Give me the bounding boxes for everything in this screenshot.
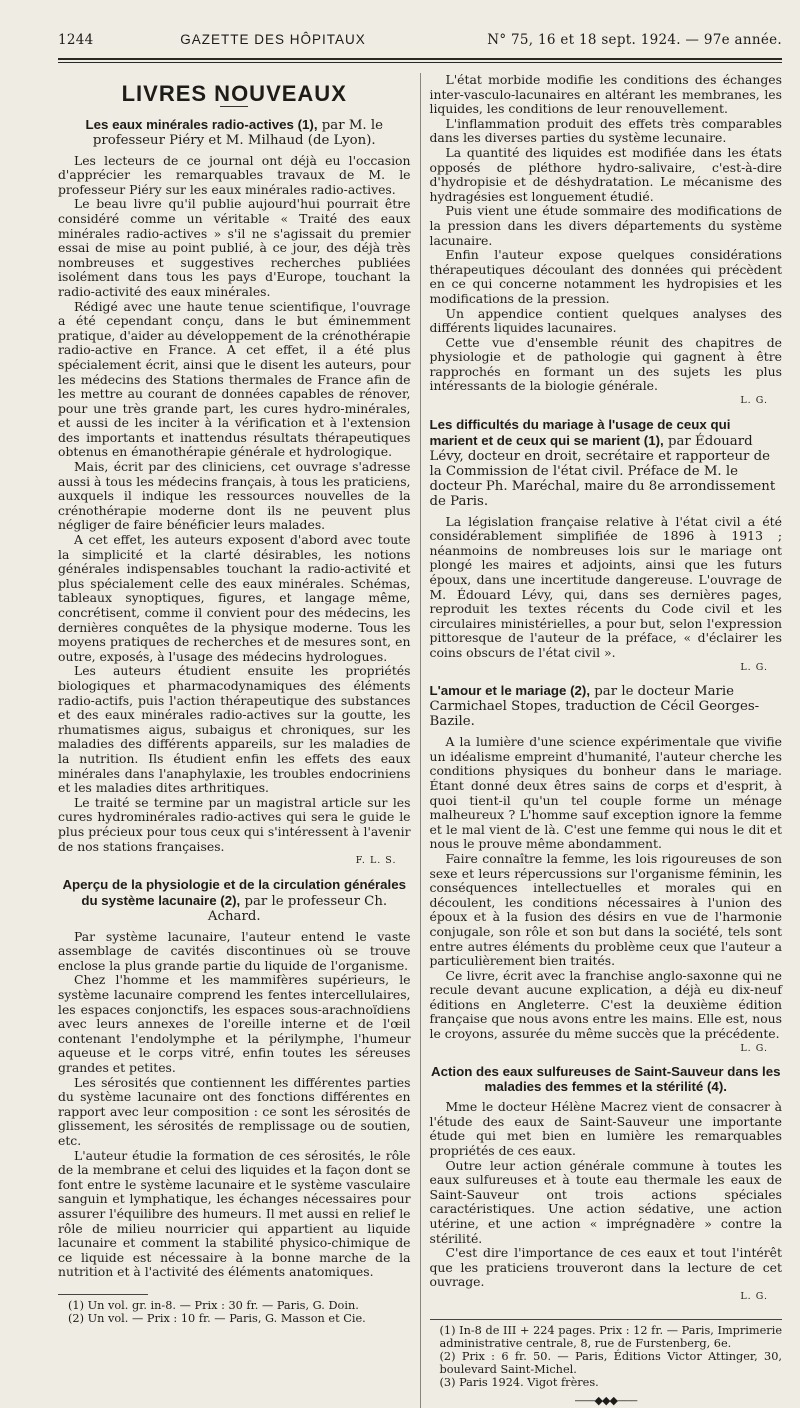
paragraph: Les lecteurs de ce journal ont déjà eu l'occasion d'apprécier les remarquables travaux de M. le professeur Piéry sur les eaux minérales radio-actives. — [58, 152, 411, 197]
review-signature: L. G. — [740, 395, 768, 407]
paragraph: Ce livre, écrit avec la franchise anglo-saxonne qui ne recule devant aucune explication, a déjà eu dix-neuf éditions en Angleterre. C'est la deuxième édition française que nous avons entre les mains. Elle est, nous le croyons, assurée du même succès que la précédente. — [429, 967, 782, 1042]
review-title-text: Aperçu de la physiologie et de la circulation générales du système lacunaire (2), — [62, 876, 407, 908]
footnote: (3) Paris 1924. Vigot frères. — [439, 1376, 599, 1390]
paragraph: Un appendice contient quelques analyses des différents liquides lacunaires. — [429, 305, 782, 336]
review-authors: par le professeur Ch. Achard. — [207, 893, 388, 924]
review-title-text: Les eaux minérales radio-actives (1), — [85, 116, 318, 132]
fleuron-ornament: ——◆◆◆—— — [574, 1393, 637, 1407]
paragraph: La législation française relative à l'état civil a été considérablement simplifiée de 1896 à 1913 ; néanmoins de nombreuses lois sur le mariage ont plongé les maires et adjoints, ainsi que les futurs époux, dans une incertitude dangereuse. L'ouvrage de M. Édouard Lévy, qui, dans ses dernières pages, reproduit les textes récents du Code civil et les circulaires ministérielles, a pour but, selon l'expression pittoresque de l'auteur de la préface, « d'éclairer les coins obscurs de l'état civil ». — [429, 513, 782, 660]
paragraph: C'est dire l'importance de ces eaux et tout l'intérêt que les praticiens trouveront dans la lecture de cet ouvrage. — [429, 1245, 782, 1290]
review-title-love-marriage — [430, 683, 783, 729]
review-signature: L. G. — [740, 1042, 768, 1054]
paragraph: A cet effet, les auteurs exposent d'abord avec toute la simplicité et la clarté désirables, les notions générales indispensables touchant la radio-activité et plus spécialement celle des eaux minérales. Schémas, tableaux synoptiques, figures, et langage même, concrétisent, comme il convient pour des médecins, les dernières conquêtes de la physique moderne. Tous les moyens pratiques de recherches et de mesures sont, en outre, exposés, à l'usage des médecins hydrologues. — [58, 532, 411, 664]
review-title-marriage-difficulties — [430, 417, 783, 509]
page-number: 1244 — [58, 32, 94, 48]
paragraph: Mais, écrit par des cliniciens, cet ouvrage s'adresse aussi à tous les médecins français, à tous les praticiens, auxquels il indique les ressources nouvelles de la crénothérapie moderne dont ils ne peuvent plus négliger de faire bénéficier leurs malades. — [58, 459, 411, 533]
review-title-saint-sauveur: Action des eaux sulfureuses de Saint-Sauveur dans les maladies des femmes et la stérilité (4). — [430, 1064, 781, 1095]
footnote: (1) In-8 de III + 224 pages. Prix : 12 fr. — Paris, Imprimerie administrative centrale, 8, rue de Furstenberg, 6e. — [439, 1323, 782, 1350]
paragraph: A la lumière d'une science expérimentale que vivifie un idéalisme empreint d'humanité, l'auteur cherche les conditions physiques du bonheur dans le mariage. Étant donné deux êtres sains de corps et d'esprit, à quoi tient-il qu'un tel couple forme un ménage malheureux ? L'homme sauf exception ignore la femme et le mal vient de là. C'est une femme qui nous le dit et nous le prouve même abondamment. — [429, 734, 782, 852]
paragraph: Outre leur action générale commune à toutes les eaux sulfureuses et à toute eau thermale les eaux de Saint-Sauveur ont trois actions spéciales caractéristiques. Une action sédative, une action utérine, et une action « imprégnadère » contre la stérilité. — [429, 1157, 782, 1246]
header-rule — [58, 58, 782, 60]
paragraph: Puis vient une étude sommaire des modifications de la pression dans les divers départements du système lacunaire. — [429, 203, 782, 248]
paragraph: Faire connaître la femme, les lois rigoureuses de son sexe et leurs répercussions sur l'organisme féminin, les conséquences intellectuelles et morales qui en découlent, les conditions nécessaires à l'union des époux et à la fusion des désirs en vue de l'harmonie conjugale, son rôle et son but dans la société, tels sont entre autres éléments du problème ceux que l'auteur a particulièrement bien traités. — [429, 850, 782, 969]
paragraph: L'état morbide modifie les conditions des échanges inter-vasculo-lacunaires en altérant les membranes, les liquides, les conditions de leur renouvellement. — [429, 72, 782, 117]
left-column — [58, 73, 421, 1408]
paragraph: Rédigé avec une haute tenue scientifique, l'ouvrage a été cependant conçu, dans le but éminemment pratique, d'aider au développement de la crénothérapie radio-active en France. A cet effet, il a été plus spécialement écrit, ainsi que le disent les auteurs, pour les médecins des Stations thermales de France afin de les mettre au courant de données capables de rénover, pour une très grande part, les cures hydro-minérales, et aussi de les inciter à la vérification et à l'extension des importants et inattendus résultats thérapeutiques obtenus en émanothérapie générale et hydrologique. — [58, 298, 411, 460]
review-authors: par Édouard Lévy, docteur en droit, secrétaire et rapporteur de la Commission de l'état civil. Préface de M. le docteur Ph. Maréchal, maire du 8e arrondissement de Paris. — [429, 433, 776, 509]
footnote: (2) Prix : 6 fr. 50. — Paris, Éditions Victor Attinger, 30, boulevard Saint-Michel. — [439, 1349, 782, 1377]
footnote: (2) Un vol. — Prix : 10 fr. — Paris, G. Masson et Cie. — [68, 1312, 366, 1326]
review-signature: F. L. S. — [355, 855, 397, 867]
section-title: LIVRES NOUVEAUX — [121, 81, 347, 106]
review-title-radioactive-waters — [58, 117, 411, 148]
paragraph: Les sérosités que contiennent les différentes parties du système lacunaire ont des fonctions différentes en rapport avec leur composition : ce sont les sérosités de glissement, les sérosités de remplissage ou de soutien, etc. — [58, 1074, 411, 1148]
paragraph: Chez l'homme et les mammifères supérieurs, le système lacunaire comprend les fentes intercellulaires, les espaces conjonctifs, les espaces sous-arachnoïdiens avec leurs annexes de l'oreille interne et de l'œil contenant l'endolymphe et la périlymphe, l'humeur aqueuse et le corps vitré, enfin toutes les séreuses grandes et petites. — [58, 972, 411, 1076]
paragraph: Le traité se termine par un magistral article sur les cures hydrominérales radio-actives qui sera le guide le plus précieux pour tous ceux qui s'intéressent à l'avenir de nos stations françaises. — [58, 794, 411, 854]
journal-title: GAZETTE DES HÔPITAUX — [180, 32, 366, 47]
footnote-rule — [58, 1294, 148, 1295]
issue-info: N° 75, 16 et 18 sept. 1924. — 97e année. — [487, 32, 782, 48]
review-title-text: Les difficultés du mariage à l'usage de ceux qui marient et de ceux qui se marient (1), — [429, 416, 731, 448]
running-header — [58, 32, 782, 52]
review-authors: par le docteur Marie Carmichael Stopes, traduction de Cécil Georges-Bazile. — [429, 684, 760, 730]
two-column-body — [58, 73, 782, 1408]
review-signature: L. G. — [740, 661, 768, 673]
paragraph: Enfin l'auteur expose quelques considérations thérapeutiques découlant des données qui précèdent en ce qui concerne notamment les hydropisies et les modifications de la pression. — [429, 247, 782, 306]
right-column — [421, 73, 783, 1408]
paragraph: La quantité des liquides est modifiée dans les états opposés de pléthore hydro-salivaire, c'est-à-dire d'hydropisie et de déshydratation. Le mécanisme des hydragésies est longuement étudié. — [429, 144, 782, 204]
review-authors: par M. le professeur Piéry et M. Milhaud (de Lyon). — [92, 117, 384, 148]
paragraph: L'auteur étudie la formation de ces sérosités, le rôle de la membrane et celui des liquides et la façon dont se font entre le système lacunaire et le système vasculaire sanguin et lymphatique, les échanges nécessaires pour assurer l'équilibre des humeurs. Il met aussi en relief le rôle de milieu nourricier qui appartient au liquide lacunaire et comment la stabilité physico-chimique de ce liquide est nécessaire à la bonne marche de la nutrition et à l'activité des éléments anatomiques. — [58, 1147, 411, 1280]
header-rule-thin — [58, 62, 782, 63]
paragraph: Le beau livre qu'il publie aujourd'hui pourrait être considéré comme un véritable « Traité des eaux minérales radio-actives » s'il ne s'agissait du premier essai de mise au point publié, à ce jour, des déjà très nombreuses et suggestives recherches publiées isolément dans tous les pays d'Europe, touchant la radio-activité des eaux minérales. — [58, 196, 411, 299]
paragraph: Les auteurs étudient ensuite les propriétés biologiques et pharmacodynamiques des éléments radio-actifs, puis l'action thérapeutique des substances et des eaux minérales radio-actives sur la goutte, les rhumatismes aigus, subaigus et chroniques, sur les maladies des différents appareils, sur les maladies de la nutrition. Ils étudient enfin les effets des eaux minérales dans l'anaphylaxie, les troubles endocriniens et les maladies dites arthritiques. — [58, 663, 411, 796]
paragraph: Cette vue d'ensemble réunit des chapitres de physiologie et de pathologie qui gagnent à être rapprochés en formant un des sujets les plus intéressants de la biologie générale. — [429, 334, 782, 394]
footnote: (1) Un vol. gr. in-8. — Prix : 30 fr. — Paris, G. Doin. — [68, 1298, 359, 1312]
review-signature: L. G. — [740, 1290, 768, 1302]
review-title-lacunar-system — [58, 877, 411, 924]
paragraph: L'inflammation produit des effets très comparables dans les diverses parties du système lecunaire. — [429, 115, 782, 146]
paragraph: Mme le docteur Hélène Macrez vient de consacrer à l'étude des eaux de Saint-Sauveur une importante étude qui met bien en lumière les remarquables propriétés de ces eaux. — [429, 1099, 782, 1159]
review-title-text: L'amour et le mariage (2), — [429, 683, 591, 699]
paragraph: Par système lacunaire, l'auteur entend le vaste assemblage de cavités discontinues où se trouve enclose la plus grande partie du liquide de l'organisme. — [58, 928, 411, 973]
footnote-rule — [430, 1319, 783, 1320]
